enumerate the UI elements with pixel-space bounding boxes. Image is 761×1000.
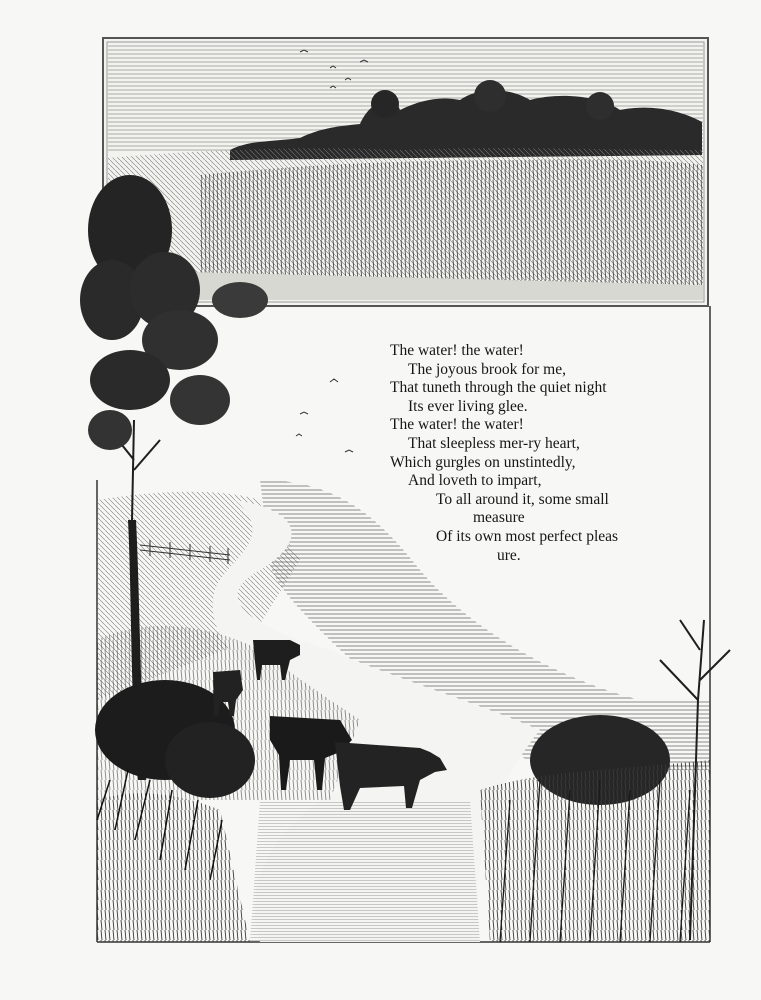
poem-line: The water! the water!	[390, 416, 524, 434]
poem-verse	[388, 342, 708, 565]
poem-line: To all around it, some small	[436, 490, 609, 508]
wheat-field-vignette	[103, 38, 708, 306]
poem-line: Which gurgles on unstintedly,	[390, 453, 576, 471]
poem-line: Of its own most perfect pleas	[436, 527, 619, 545]
poem-line: measure	[473, 509, 525, 527]
poem-line: That tuneth through the quiet night	[390, 379, 607, 397]
poem-line: And loveth to impart,	[408, 472, 542, 490]
poem-line: The joyous brook for me,	[408, 360, 566, 378]
poem-line: ure.	[497, 546, 521, 564]
poem-line: The water! the water!	[390, 342, 524, 359]
poem-line: Its ever living glee.	[408, 397, 528, 415]
poem-line: That sleepless mer-ry heart,	[408, 434, 580, 452]
